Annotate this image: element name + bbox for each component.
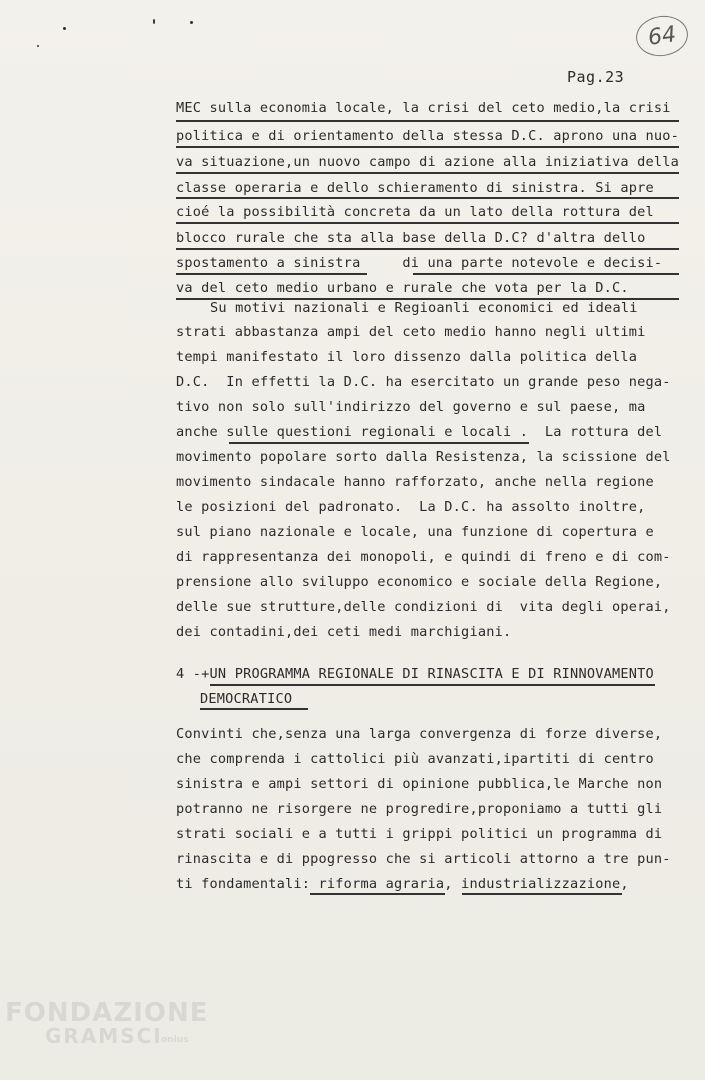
underline: [200, 708, 308, 710]
text-line: potranno ne risorgere ne progredire,proponiamo a tutti gli: [176, 801, 663, 817]
text-line: tivo non solo sull'indirizzo del governo e sul paese, ma: [176, 399, 646, 415]
text-line: sul piano nazionale e locale, una funzione di copertura e: [176, 524, 654, 540]
text-line: tempi manifestato il loro dissenzo dalla politica della: [176, 349, 638, 365]
watermark-line: FONDAZIONE: [5, 998, 209, 1028]
text-line: Convinti che,senza una larga convergenza di forze diverse,: [176, 726, 663, 742]
text-line: rinascita e di ppogresso che si articoli attorno a tre pun-: [176, 851, 671, 867]
text-line: politica e di orientamento della stessa D.C. aprono una nuo-: [176, 128, 680, 144]
text-line: movimento sindacale hanno rafforzato, anche nella regione: [176, 474, 654, 490]
ink-speck: [63, 27, 66, 30]
underline: [462, 893, 622, 895]
ink-speck: [190, 21, 193, 24]
text-line: che comprenda i cattolici più avanzati,ipartiti di centro: [176, 751, 654, 767]
underline: [176, 172, 679, 174]
archive-stamp-number: 64: [646, 21, 678, 51]
text-line: di rappresentanza dei monopoli, e quindi di freno e di com-: [176, 549, 671, 565]
archive-stamp: [633, 13, 690, 60]
watermark-line: GRAMSCI: [45, 1024, 163, 1048]
underline: [176, 197, 679, 199]
text-line: va del ceto medio urbano e rurale che vota per la D.C.: [176, 280, 629, 296]
underline: [210, 684, 655, 686]
text-line: cioé la possibilità concreta da un lato della rottura del: [176, 204, 654, 220]
ink-speck: [37, 45, 39, 47]
ink-speck: [153, 19, 155, 24]
text-line: Su motivi nazionali e Regioanli economici ed ideali: [210, 300, 638, 316]
page-number: Pag.23: [567, 68, 625, 86]
section-heading: 4 -+UN PROGRAMMA REGIONALE DI RINASCITA E DI RINNOVAMENTO: [176, 666, 654, 682]
text-line: strati abbastanza ampi del ceto medio hanno negli ultimi: [176, 324, 646, 340]
text-line: dei contadini,dei ceti medi marchigiani.: [176, 624, 512, 640]
underline: [176, 222, 679, 224]
text-line: MEC sulla economia locale, la crisi del ceto medio,la crisi: [176, 100, 671, 116]
underline: [176, 248, 679, 250]
text-line: classe operaria e dello schieramento di sinistra. Si apre: [176, 180, 654, 196]
text-line: D.C. In effetti la D.C. ha esercitato un grande peso nega-: [176, 374, 671, 390]
text-line: delle sue strutture,delle condizioni di vita degli operai,: [176, 599, 671, 615]
text-line: sinistra e ampi settori di opinione pubblica,le Marche non: [176, 776, 663, 792]
section-heading-continued: DEMOCRATICO: [200, 691, 293, 707]
text-line: movimento popolare sorto dalla Resistenza, la scissione del: [176, 449, 671, 465]
text-line: va situazione,un nuovo campo di azione alla iniziativa della: [176, 154, 680, 170]
watermark-line: onlus: [161, 1035, 189, 1045]
underline: [229, 442, 529, 444]
text-line: blocco rurale che sta alla base della D.C? d'altra dello: [176, 230, 646, 246]
text-line: spostamento a sinistra di una parte notevole e decisi-: [176, 255, 663, 271]
text-line: strati sociali e a tutti i grippi politici un programma di: [176, 826, 663, 842]
archive-watermark: [5, 998, 209, 1048]
text-line: le posizioni del padronato. La D.C. ha assolto inoltre,: [176, 499, 646, 515]
underline: [176, 120, 679, 122]
text-line: prensione allo sviluppo economico e sociale della Regione,: [176, 574, 663, 590]
underline: [310, 893, 445, 895]
text-line: ti fondamentali: riforma agraria, industrializzazione,: [176, 876, 629, 892]
underline: [413, 273, 679, 275]
text-line: anche sulle questioni regionali e locali . La rottura del: [176, 424, 663, 440]
underline: [176, 273, 367, 275]
underline: [176, 146, 679, 148]
